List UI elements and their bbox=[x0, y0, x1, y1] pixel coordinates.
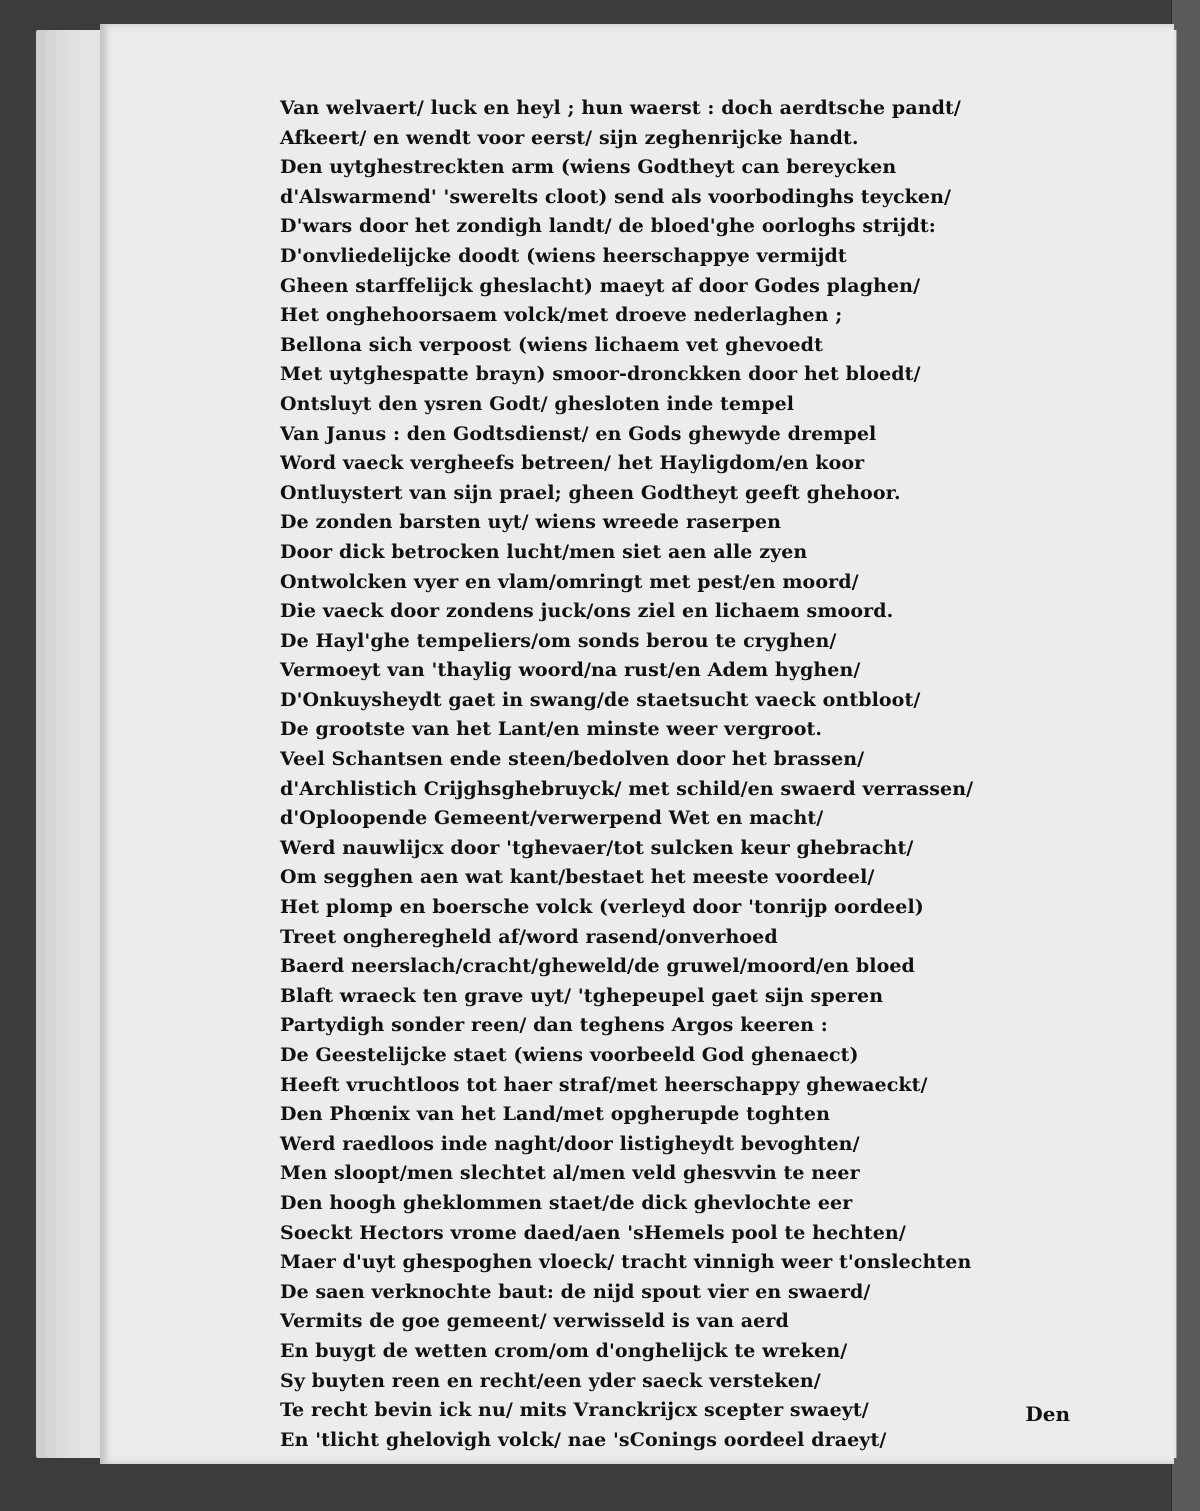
verse-line: Sy buyten reen en recht/een yder saeck versteken/ bbox=[280, 1369, 821, 1392]
verse-line: Ontluystert van sijn prael; gheen Godtheyt geeft ghehoor. bbox=[280, 481, 901, 504]
verse-line: Werd raedloos inde naght/door listigheydt bevoghten/ bbox=[280, 1132, 860, 1155]
verse-line: d'Oploopende Gemeent/verwerpend Wet en macht/ bbox=[280, 807, 824, 830]
verse-line: De saen verknochte baut: de nijd spout vier en swaerd/ bbox=[280, 1280, 871, 1303]
verse-line: Het onghehoorsaem volck/met droeve nederlaghen ; bbox=[280, 304, 843, 327]
verse-line: Men sloopt/men slechtet al/men veld ghesvvin te neer bbox=[280, 1162, 860, 1185]
verse-line: En 'tlicht ghelovigh volck/ nae 'sConings oordeel draeyt/ bbox=[280, 1428, 887, 1451]
book-page bbox=[100, 24, 1174, 1464]
verse-line: Soeckt Hectors vrome daed/aen 'sHemels pool te hechten/ bbox=[280, 1221, 906, 1244]
verse-line: Die vaeck door zondens juck/ons ziel en lichaem smoord. bbox=[280, 600, 894, 623]
verse-line: Ontsluyt den ysren Godt/ ghesloten inde tempel bbox=[280, 392, 795, 415]
verse-line: Heeft vruchtloos tot haer straf/met heerschappy ghewaeckt/ bbox=[280, 1073, 928, 1096]
verse-line: En buygt de wetten crom/om d'onghelijck te wreken/ bbox=[280, 1339, 848, 1362]
catchword: Den bbox=[1025, 1402, 1070, 1426]
verse-line: Maer d'uyt ghespoghen vloeck/ tracht vinnigh weer t'onslechten bbox=[280, 1251, 972, 1274]
verse-line: Word vaeck vergheefs betreen/ het Hayligdom/en koor bbox=[280, 452, 865, 475]
verse-line: Te recht bevin ick nu/ mits Vranckrijcx scepter swaeyt/ bbox=[280, 1399, 869, 1422]
verse-line: D'Onkuysheydt gaet in swang/de staetsucht vaeck ontbloot/ bbox=[280, 688, 921, 711]
verse-line: d'Archlistich Crijghsghebruyck/ met schild/en swaerd verrassen/ bbox=[280, 777, 974, 800]
verse-line: Treet ongheregheld af/word rasend/onverhoed bbox=[280, 925, 778, 948]
verse-line: Baerd neerslach/cracht/gheweld/de gruwel/moord/en bloed bbox=[280, 955, 915, 978]
verse-line: Partydigh sonder reen/ dan teghens Argos keeren : bbox=[280, 1014, 828, 1037]
verse-line: Vermits de goe gemeent/ verwisseld is van aerd bbox=[280, 1310, 789, 1333]
verse-line: Bellona sich verpoost (wiens lichaem vet ghevoedt bbox=[280, 333, 823, 356]
verse-line: Door dick betrocken lucht/men siet aen alle zyen bbox=[280, 540, 808, 563]
verse-block bbox=[280, 94, 1160, 1455]
verse-line: Met uytghespatte brayn) smoor-dronckken door het bloedt/ bbox=[280, 363, 921, 386]
verse-line: De Hayl'ghe tempeliers/om sonds berou te cryghen/ bbox=[280, 629, 837, 652]
verse-line: Het plomp en boersche volck (verleyd door 'tonrijp oordeel) bbox=[280, 896, 924, 919]
verse-line: De grootste van het Lant/en minste weer vergroot. bbox=[280, 718, 823, 741]
verse-line: D'onvliedelijcke doodt (wiens heerschappye vermijdt bbox=[280, 244, 847, 267]
verse-line: Blaft wraeck ten grave uyt/ 'tghepeupel gaet sijn speren bbox=[280, 984, 884, 1007]
verse-line: Vermoeyt van 'thaylig woord/na rust/en Adem hyghen/ bbox=[280, 659, 861, 682]
verse-line: De zonden barsten uyt/ wiens wreede raserpen bbox=[280, 511, 782, 534]
verse-line: Van Janus : den Godtsdienst/ en Gods ghewyde drempel bbox=[280, 422, 877, 445]
verse-line: Ontwolcken vyer en vlam/omringt met pest/en moord/ bbox=[280, 570, 859, 593]
verse-line: De Geestelijcke staet (wiens voorbeeld God ghenaect) bbox=[280, 1044, 859, 1066]
verse-line: Veel Schantsen ende steen/bedolven door het brassen/ bbox=[280, 748, 865, 771]
verse-line: Van welvaert/ luck en heyl ; hun waerst : doch aerdtsche pandt/ bbox=[280, 97, 961, 119]
verse-line: Afkeert/ en wendt voor eerst/ sijn zeghenrijcke handt. bbox=[280, 126, 859, 149]
verse-line: Om segghen aen wat kant/bestaet het meeste voordeel/ bbox=[280, 866, 875, 889]
verse-line: Den Phœnix van het Land/met opgherupde toghten bbox=[280, 1103, 831, 1126]
verse-line: Werd nauwlijcx door 'tghevaer/tot sulcken keur ghebracht/ bbox=[280, 836, 914, 859]
verse-line: d'Alswarmend' 'swerelts cloot) send als voorbodinghs teycken/ bbox=[280, 185, 952, 208]
verse-line: Gheen starffelijck gheslacht) maeyt af door Godes plaghen/ bbox=[280, 274, 921, 297]
verse-line: Den uytghestreckten arm (wiens Godtheyt can bereycken bbox=[280, 156, 897, 179]
verse-line: Den hoogh gheklommen staet/de dick ghevlochte eer bbox=[280, 1191, 853, 1214]
verse-line: D'wars door het zondigh landt/ de bloed'ghe oorloghs strijdt: bbox=[280, 215, 936, 238]
